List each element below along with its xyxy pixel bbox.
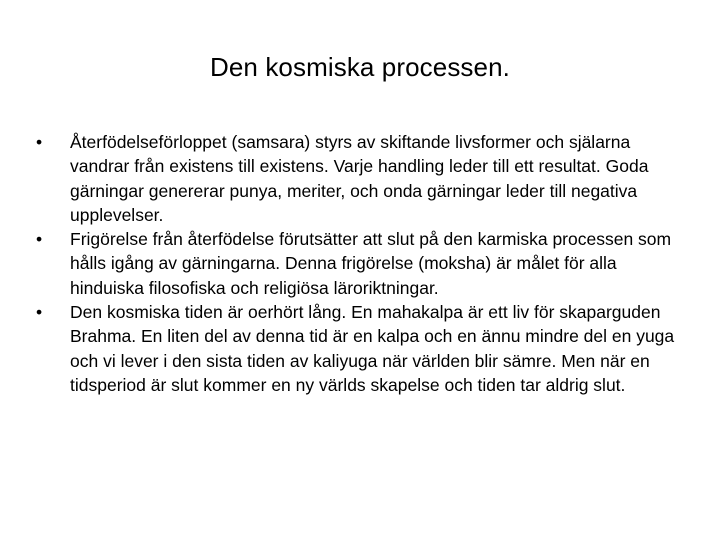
- bullet-marker: •: [36, 132, 43, 152]
- slide-title: Den kosmiska processen.: [210, 52, 510, 82]
- bullet-text: Den kosmiska tiden är oerhört lång. En mahakalpa är ett liv för skaparguden Brahma. En liten del av denna tid är en kalpa och en ännu mindre del en yuga och vi lever i den sista tiden av kaliyuga när världen blir sämre. Men när en tidsperiod är slut kommer en ny världs skapelse och tiden tar aldrig slut.: [70, 302, 675, 395]
- bullet-item: [36, 130, 676, 227]
- bullet-item: [36, 227, 676, 300]
- bullet-text: Frigörelse från återfödelse förutsätter att slut på den karmiska processen som hålls igång av gärningarna. Denna frigörelse (moksha) är målet för alla hinduiska filosofiska och religiösa läroriktningar.: [70, 229, 672, 298]
- bullet-text: Återfödelseförloppet (samsara) styrs av skiftande livsformer och själarna vandrar från existens till existens. Varje handling leder till ett resultat. Goda gärningar genererar punya, meriter, och onda gärningar leder till negativa upplevelser.: [70, 132, 649, 225]
- bullet-list: [36, 130, 676, 397]
- bullet-marker: •: [36, 302, 43, 323]
- bullet-marker: •: [36, 229, 43, 250]
- bullet-item: [36, 300, 676, 397]
